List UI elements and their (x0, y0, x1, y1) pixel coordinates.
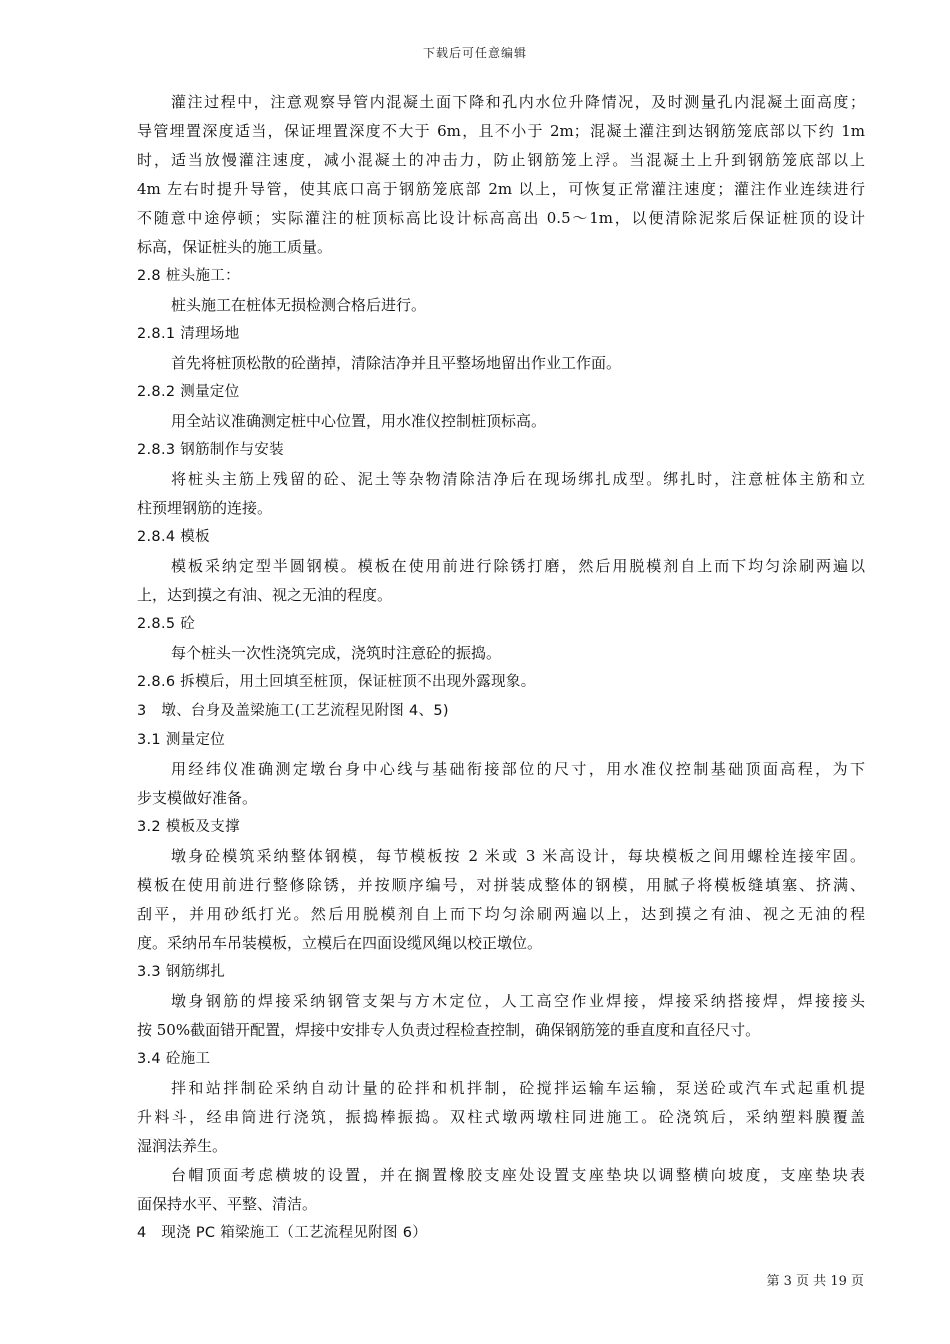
paragraph-line: 灌注过程中，注意观察导管内混凝土面下降和孔内水位升降情况，及时测量孔内混凝土面高度； (171, 93, 865, 111)
section-heading: 3 墩、台身及盖梁施工(工艺流程见附图 4、5) (137, 703, 449, 719)
section-heading: 2.8.3 钢筋制作与安装 (137, 442, 284, 458)
paragraph-line: 刮平，并用砂纸打光。然后用脱模剂自上而下均匀涂刷两遍以上，达到摸之有油、视之无油的程 (137, 905, 865, 923)
section-heading: 3.1 测量定位 (137, 732, 226, 748)
paragraph-line: 导管埋置深度适当，保证埋置深度不大于 6m，且不小于 2m；混凝土灌注到达钢筋笼底部以下约 1m (137, 122, 865, 140)
paragraph-line: 升料斗，经串筒进行浇筑，振捣棒振捣。双柱式墩两墩柱同进施工。砼浇筑后，采纳塑料膜覆盖 (137, 1108, 865, 1126)
paragraph-line: 用全站议准确测定桩中心位置，用水准仪控制桩顶标高。 (171, 412, 547, 430)
paragraph-line: 台帽顶面考虑横坡的设置，并在搁置橡胶支座处设置支座垫块以调整横向坡度，支座垫块表 (171, 1166, 865, 1184)
paragraph-line: 时，适当放慢灌注速度，减小混凝土的冲击力，防止钢筋笼上浮。当混凝土上升到钢筋笼底部以上 (137, 151, 865, 169)
section-heading: 4 现浇 PC 箱梁施工（工艺流程见附图 6） (137, 1225, 428, 1241)
section-heading: 2.8.1 清理场地 (137, 326, 240, 342)
paragraph-line: 每个桩头一次性浇筑完成，浇筑时注意砼的振捣。 (171, 644, 502, 662)
paragraph-line: 墩身砼模筑采纳整体钢模，每节模板按 2 米或 3 米高设计，每块模板之间用螺栓连接牢固。 (171, 847, 865, 865)
page-header: 下载后可任意编辑 (422, 46, 527, 60)
paragraph-line: 步支模做好准备。 (137, 789, 258, 807)
section-heading: 2.8.4 模板 (137, 529, 210, 545)
paragraph-line: 湿润法养生。 (137, 1137, 228, 1155)
paragraph-line: 墩身钢筋的焊接采纳钢管支架与方木定位，人工高空作业焊接，焊接采纳搭接焊，焊接接头 (171, 992, 865, 1010)
document-body (137, 88, 865, 1248)
paragraph-line: 将桩头主筋上残留的砼、泥土等杂物清除洁净后在现场绑扎成型。绑扎时，注意桩体主筋和立 (171, 470, 865, 488)
paragraph-line: 4m 左右时提升导管，使其底口高于钢筋笼底部 2m 以上，可恢复正常灌注速度；灌注作业连续进行 (137, 180, 865, 198)
section-heading: 2.8.5 砼 (137, 616, 196, 632)
page-number: 第 3 页 共 19 页 (766, 1274, 864, 1289)
section-heading: 2.8.6 拆模后，用土回填至桩顶，保证桩顶不出现外露现象。 (137, 674, 536, 690)
paragraph-line: 面保持水平、平整、清洁。 (137, 1195, 318, 1213)
paragraph-line: 标高，保证桩头的施工质量。 (137, 238, 333, 256)
section-heading: 2.8.2 测量定位 (137, 384, 240, 400)
paragraph-line: 拌和站拌制砼采纳自动计量的砼拌和机拌制，砼搅拌运输车运输，泵送砼或汽车式起重机提 (171, 1079, 865, 1097)
paragraph-line: 模板在使用前进行整修除锈，并按顺序编号，对拼装成整体的钢模，用腻子将模板缝填塞、挤满、 (137, 876, 865, 894)
paragraph-line: 模板采纳定型半圆钢模。模板在使用前进行除锈打磨，然后用脱模剂自上而下均匀涂刷两遍以 (171, 557, 865, 575)
section-heading: 2.8 桩头施工： (137, 268, 240, 284)
paragraph-line: 按 50%截面错开配置，焊接中安排专人负责过程检查控制，确保钢筋笼的垂直度和直径尺寸。 (137, 1021, 761, 1039)
paragraph-line: 度。采纳吊车吊装模板，立模后在四面设缆风绳以校正墩位。 (137, 934, 543, 952)
section-heading: 3.2 模板及支撑 (137, 819, 240, 835)
paragraph-line: 首先将桩顶松散的砼凿掉，清除洁净并且平整场地留出作业工作面。 (171, 354, 622, 372)
paragraph-line: 不随意中途停顿；实际灌注的桩顶标高比设计标高高出 0.5～1m，以便清除泥浆后保证桩顶的设计 (137, 209, 865, 227)
section-heading: 3.3 钢筋绑扎 (137, 964, 226, 980)
paragraph-line: 上，达到摸之有油、视之无油的程度。 (137, 586, 393, 604)
section-heading: 3.4 砼施工 (137, 1051, 211, 1067)
paragraph-line: 桩头施工在桩体无损检测合格后进行。 (171, 296, 427, 314)
paragraph-line: 柱预埋钢筋的连接。 (137, 499, 273, 517)
paragraph-line: 用经纬仪准确测定墩台身中心线与基础衔接部位的尺寸，用水准仪控制基础顶面高程，为下 (171, 760, 865, 778)
